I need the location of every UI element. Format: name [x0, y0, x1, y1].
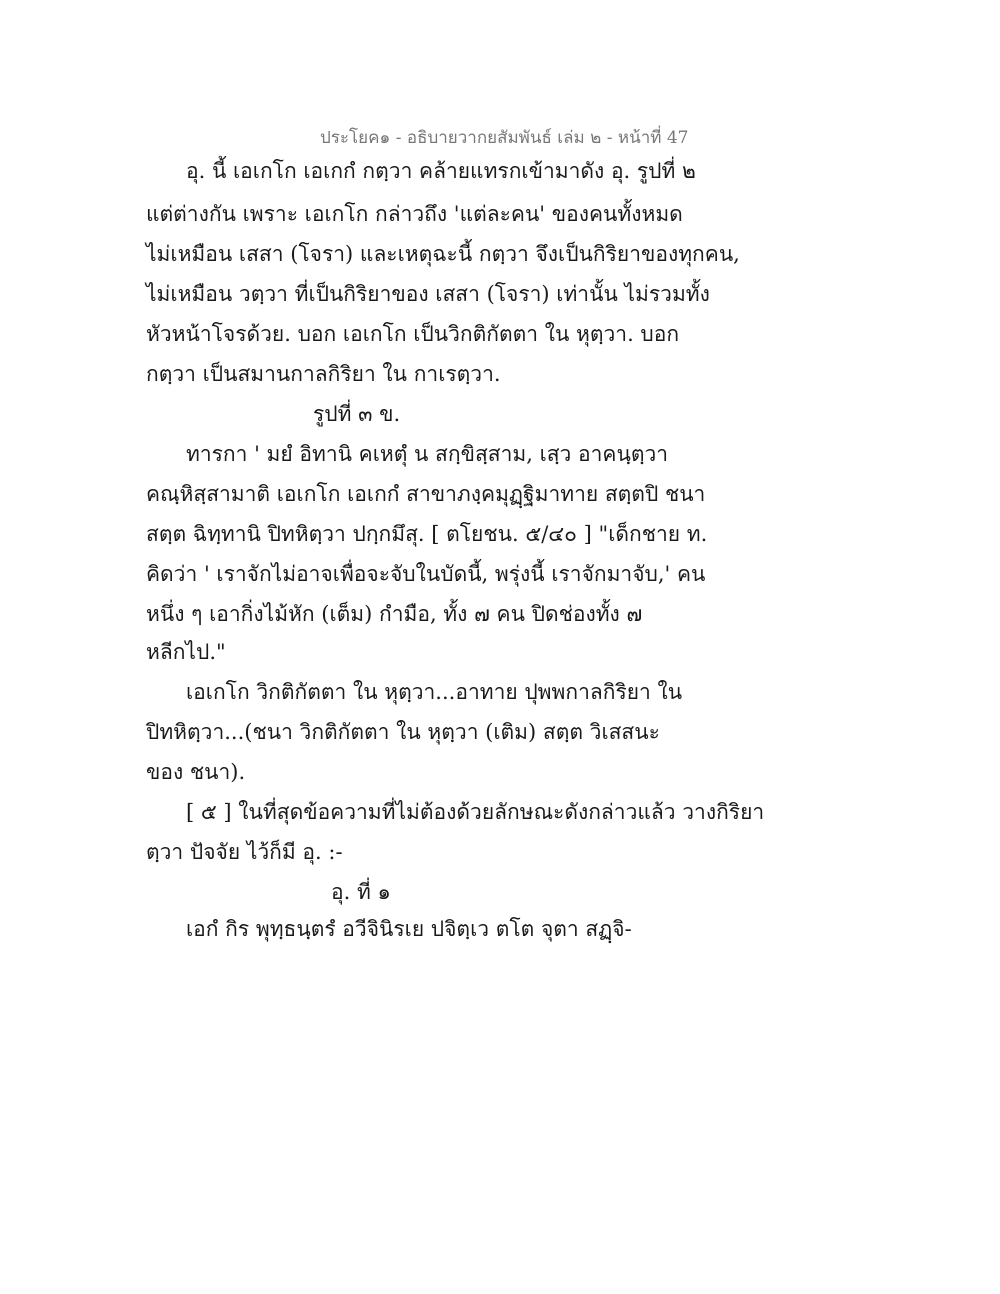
body-line-11: คิดว่า ' เราจักไม่อาจเพื่อจะจับในบัดนี้, พรุ่งนี้ เราจักมาจับ,' คน — [146, 562, 706, 586]
example-heading: อุ. ที่ ๑ — [331, 880, 391, 904]
body-line-4: ไม่เหมือน วตฺวา ที่เป็นกิริยาของ เสสา (โจรา) เท่านั้น ไม่รวมทั้ง — [146, 282, 710, 306]
figure-heading: รูปที่ ๓ ข. — [313, 402, 401, 426]
body-line-12: หนึ่ง ๆ เอากิ่งไม้หัก (เต็ม) กำมือ, ทั้ง ๗ คน ปิดช่องทั้ง ๗ — [146, 602, 643, 626]
body-line-20: เอกํ กิร พุทฺธนฺตรํ อวีจินิรเย ปจิตฺเว ตโต จุตา สฏฺจิ- — [186, 917, 632, 941]
running-header: ประโยค๑ - อธิบายวากยสัมพันธ์ เล่ม ๒ - หน้าที่ 47 — [320, 128, 689, 148]
body-line-9: คณฺหิสฺสามาติ เอเกโก เอเกกํ สาขาภงฺคมุฏฺฐิมาทาย สตฺตปิ ชนา — [146, 482, 706, 506]
body-line-2: แต่ต่างกัน เพราะ เอเกโก กล่าวถึง 'แต่ละคน' ของคนทั้งหมด — [146, 202, 683, 226]
body-line-10: สตฺต ฉิทฺทานิ ปิทหิตฺวา ปกฺกมึสุ. [ ตโยชน. ๕/๔๐ ] "เด็กชาย ท. — [146, 522, 708, 546]
body-line-18: ตฺวา ปัจจัย ไว้ก็มี อุ. :- — [146, 840, 343, 864]
body-line-1: อุ. นี้ เอเกโก เอเกกํ กตฺวา คล้ายแทรกเข้ามาดัง อุ. รูปที่ ๒ — [186, 159, 696, 183]
body-line-3: ไม่เหมือน เสสา (โจรา) และเหตุฉะนี้ กตฺวา จึงเป็นกิริยาของทุกคน, — [146, 242, 740, 266]
body-line-17: [ ๕ ] ในที่สุดข้อความที่ไม่ต้องด้วยลักษณะดังกล่าวแล้ว วางกิริยา — [186, 800, 765, 824]
body-line-6: กตฺวา เป็นสมานกาลกิริยา ใน กาเรตฺวา. — [146, 362, 501, 386]
body-line-5: หัวหน้าโจรด้วย. บอก เอเกโก เป็นวิกติกัตตา ใน หุตฺวา. บอก — [146, 322, 680, 346]
body-line-15: ปิทหิตฺวา...(ชนา วิกติกัตตา ใน หุตฺวา (เติม) สตฺต วิเสสนะ — [146, 720, 660, 744]
body-line-8: ทารกา ' มยํ อิทานิ คเหตุํ น สกฺขิสฺสาม, เสฺว อาคนฺตฺวา — [186, 442, 669, 466]
body-line-13: หลีกไป." — [146, 640, 226, 664]
body-line-14: เอเกโก วิกติกัตตา ใน หุตฺวา...อาทาย ปุพพกาลกิริยา ใน — [186, 680, 683, 704]
body-line-16: ของ ชนา). — [146, 760, 246, 784]
